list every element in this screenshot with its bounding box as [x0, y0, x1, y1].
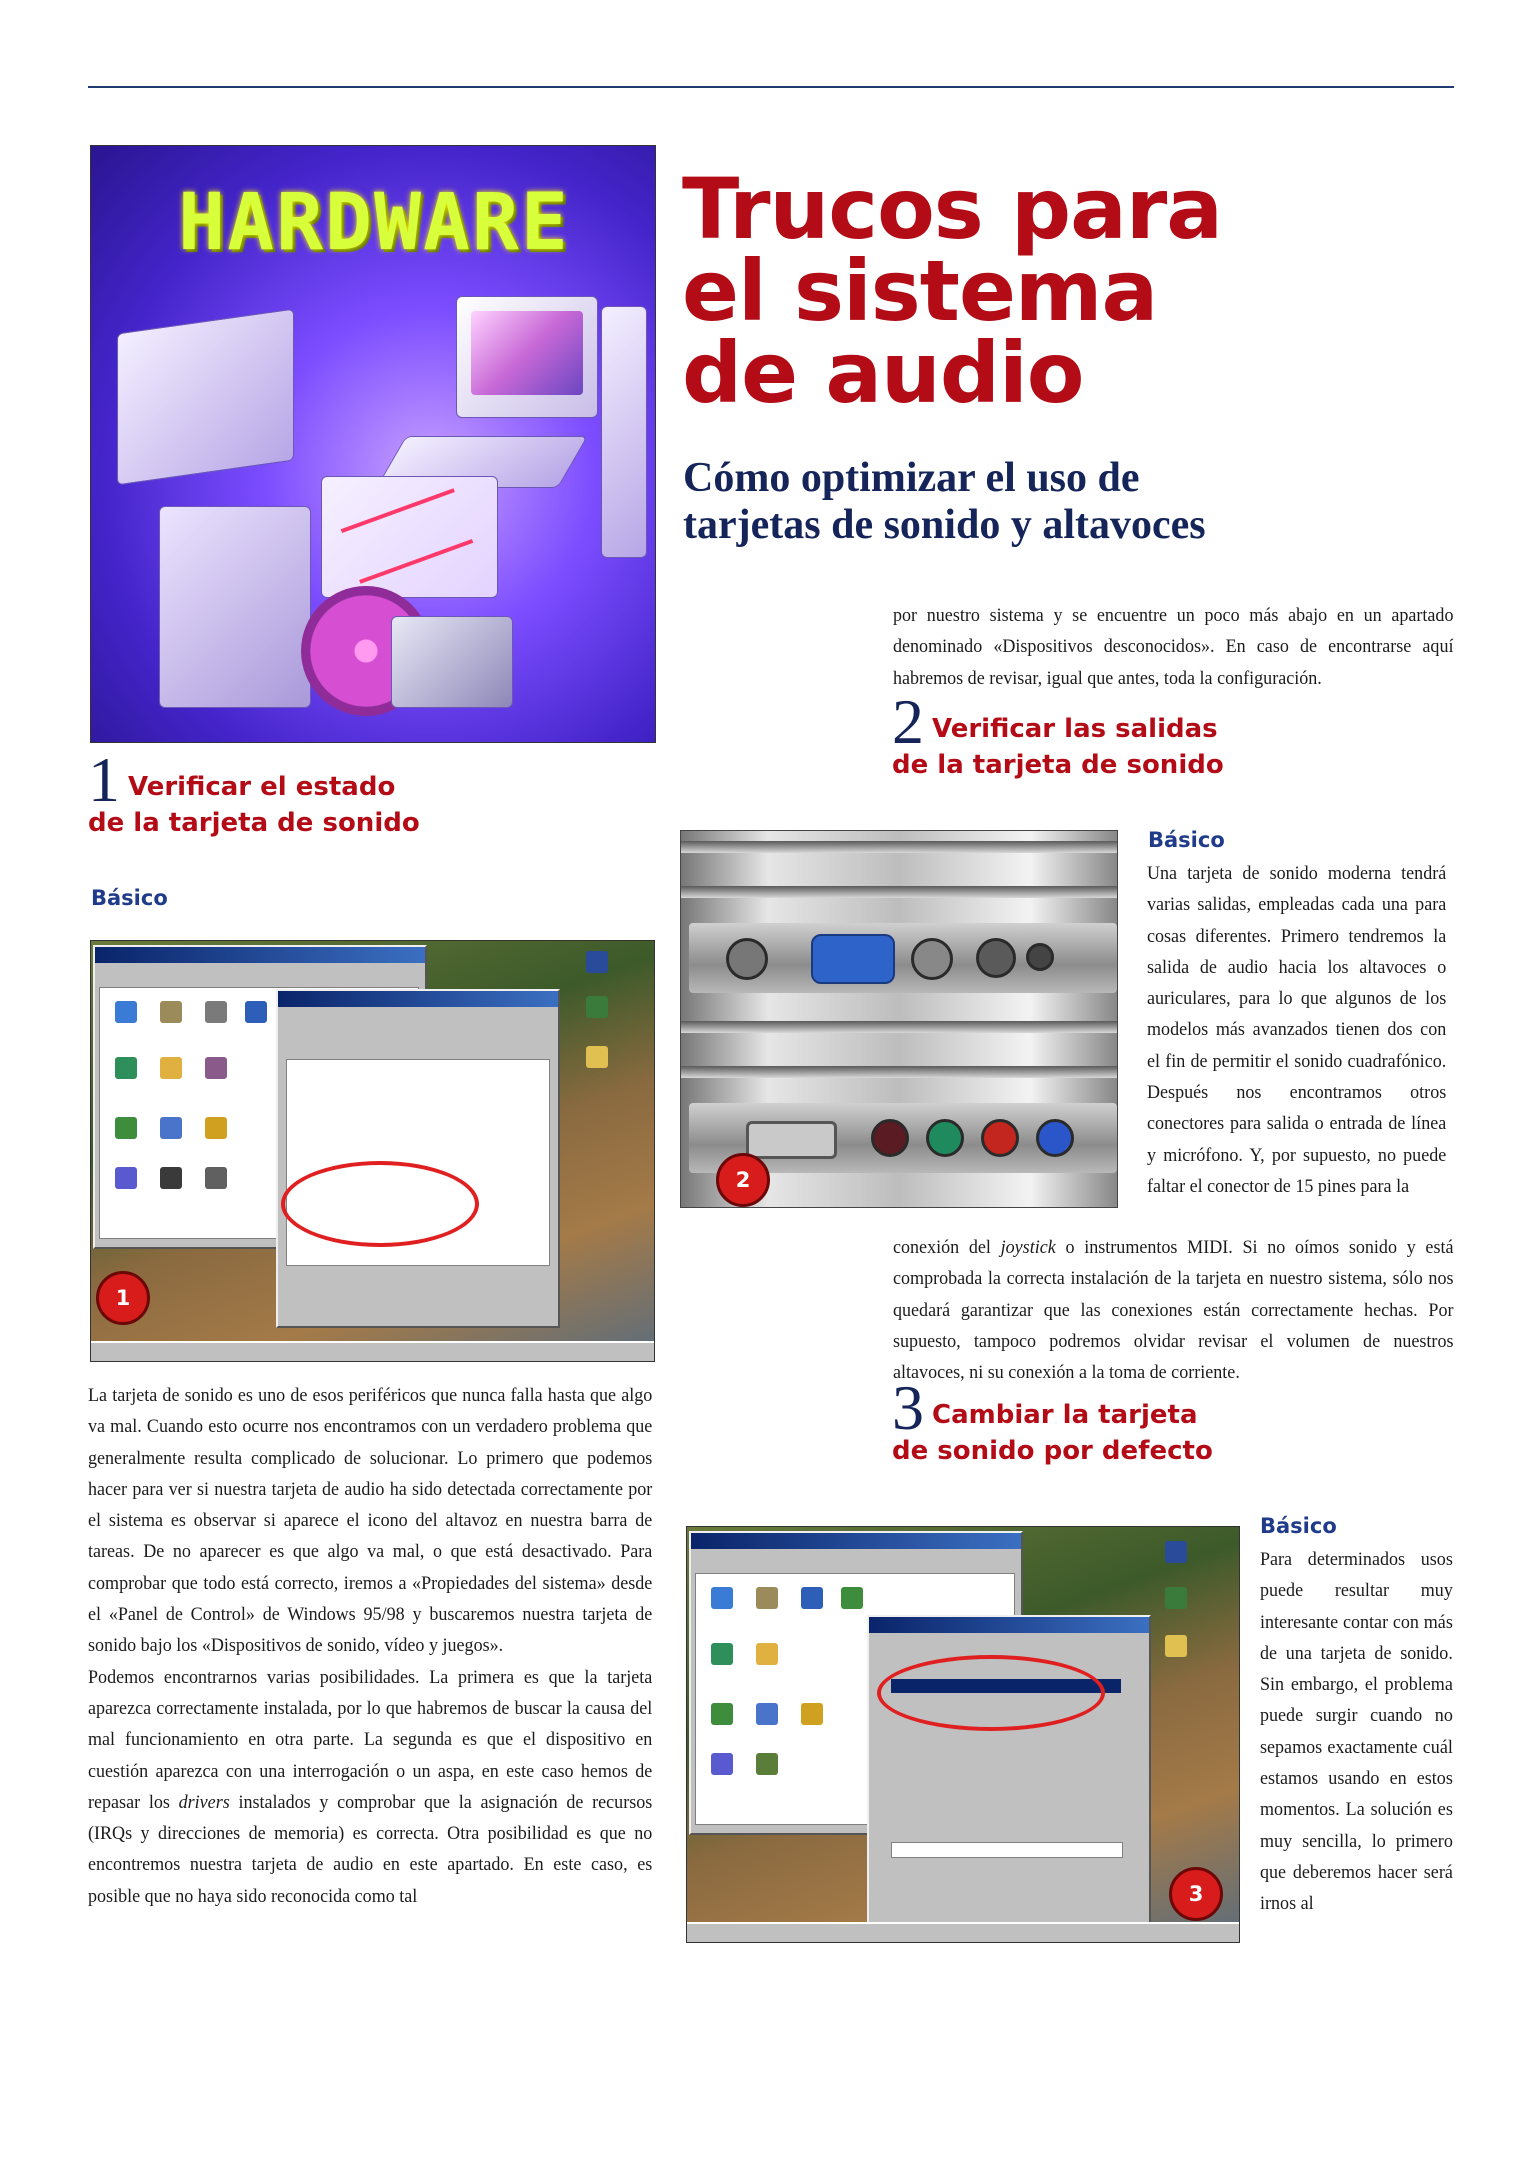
taskbar: [687, 1922, 1239, 1942]
figure-badge: 1: [96, 1271, 150, 1325]
desktop-icon: [1165, 1635, 1187, 1657]
title-line: de audio: [682, 324, 1084, 422]
paragraph: Una tarjeta de sonido moderna tendrá varias salidas, empleadas cada una para cosas diferentes. Primero tendremos la salida de audio hacia los altavoces o auriculares, para lo que algunos de los modelos más avanzados tienen dos con el fin de permitir el sonido cuadrafónico. Después nos encontramos otros conectores para salida o entrada de línea y micrófono. Y, por supuesto, no puede faltar el conector de 15 pines para la: [1147, 863, 1447, 1197]
paragraph: La tarjeta de sonido es uno de esos periféricos que nunca falla hasta que algo va mal. Cuando esto ocurre nos encontramos con un verdadero problema que generalmente resulta complicado de solucionar. Lo primero que podemos hacer para ver si nuestra tarjeta de audio ha sido detectada correctamente por el sistema es observar si aparece el icono del altavoz en nuestra barra de tareas. De no aparecer es que algo va mal, o que está desactivado. Para comprobar que todo está correcto, iremos a «Propiedades del sistema» desde el «Panel de Control» de Windows 95/98 y buscaremos nuestra tarjeta de sonido bajo los «Dispositivos de sonido, vídeo y juegos».: [88, 1385, 653, 1657]
section-heading-line: Verificar las salidas: [932, 714, 1218, 744]
highlight-ring: [877, 1655, 1105, 1731]
circuit-board-illustration: [321, 476, 498, 598]
title-line: el sistema: [682, 242, 1158, 340]
sound-card-outputs-photo: [680, 830, 1118, 1208]
section-3-side-text: [1260, 1544, 1453, 1920]
desktop-icon: [1165, 1587, 1187, 1609]
monitor-illustration: [456, 296, 598, 418]
top-rule: [88, 86, 1454, 88]
drive-illustration: [159, 506, 311, 708]
section-1-level: Básico: [91, 886, 168, 910]
section-number: 1: [88, 744, 120, 815]
desktop-icon: [586, 996, 608, 1018]
section-heading-line: de la tarjeta de sonido: [88, 808, 420, 838]
section-2-level: Básico: [1148, 828, 1225, 852]
section-3-heading: [892, 1372, 1213, 1469]
desktop-icon: [1165, 1541, 1187, 1563]
system-properties-dialog: [276, 989, 560, 1328]
paragraph: Para determinados usos puede resultar muy interesante contar con más de una tarjeta de sonido. Sin embargo, el problema puede surgir cuando no sepamos exactamente cuál estamos usando en estos momentos. La solución es muy sencilla, lo primero que deberemos hacer será irnos al: [1260, 1549, 1453, 1915]
desktop-icon: [586, 951, 608, 973]
subtitle-line: tarjetas de sonido y altavoces: [683, 502, 1206, 548]
taskbar: [91, 1341, 654, 1361]
article-subtitle: [683, 455, 1206, 549]
hard-disk-illustration: [391, 616, 513, 708]
section-1-body: [88, 1380, 652, 1912]
paragraph: conexión del joystick o instrumentos MIDI. Si no oímos sonido y está comprobada la correcta instalación de la tarjeta en nuestro sistema, sólo nos quedará garantizar que las conexiones están correctamente hechas. Por supuesto, tampoco podremos olvidar revisar el volumen de nuestros altavoces, ni su conexión a la toma de corriente.: [893, 1237, 1454, 1384]
title-line: Trucos para: [682, 160, 1222, 258]
section-1-heading: [88, 744, 420, 841]
paragraph: por nuestro sistema y se encuentre un poco más abajo en un apartado denominado «Dispositivos desconocidos». En caso de encontrarse aquí habremos de revisar, igual que antes, toda la configuración.: [893, 605, 1454, 689]
section-heading-line: Verificar el estado: [128, 772, 396, 802]
section-heading-line: de la tarjeta de sonido: [892, 750, 1224, 780]
hardware-hero-image: [90, 145, 656, 743]
section-2-side-text: [1147, 858, 1446, 1202]
article-title: [682, 160, 1222, 422]
section-number: 3: [892, 1372, 924, 1443]
highlight-ring: [281, 1161, 479, 1247]
desktop-icon: [586, 1046, 608, 1068]
printer-illustration: [117, 309, 294, 486]
screenshot-1-system-properties: [90, 940, 655, 1362]
figure-badge: 3: [1169, 1867, 1223, 1921]
section-heading-line: Cambiar la tarjeta: [932, 1400, 1198, 1430]
section-1-continuation: [893, 600, 1454, 694]
hero-word: HARDWARE: [178, 178, 570, 268]
paragraph: Podemos encontrarnos varias posibilidades. La primera es que la tarjeta aparezca correctamente instalada, por lo que habremos de buscar la causa del mal funcionamiento en otra parte. La segunda es que el dispositivo en cuestión aparezca con una interrogación o un aspa, en este caso hemos de repasar los drivers instalados y comprobar que la asignación de recursos (IRQs y direcciones de memoria) es correcta. Otra posibilidad es que no encontremos nuestra tarjeta de audio en este apartado. En este caso, es posible que no haya sido reconocida como tal: [88, 1666, 653, 1907]
section-2-body: [893, 1232, 1454, 1388]
pc-tower-illustration: [601, 306, 647, 558]
figure-badge: 2: [716, 1153, 770, 1207]
section-3-level: Básico: [1260, 1514, 1337, 1538]
section-heading-line: de sonido por defecto: [892, 1436, 1213, 1466]
section-number: 2: [892, 686, 924, 757]
section-2-heading: [892, 686, 1224, 783]
screenshot-3-multimedia-properties: [686, 1526, 1240, 1943]
subtitle-line: Cómo optimizar el uso de: [683, 455, 1140, 501]
